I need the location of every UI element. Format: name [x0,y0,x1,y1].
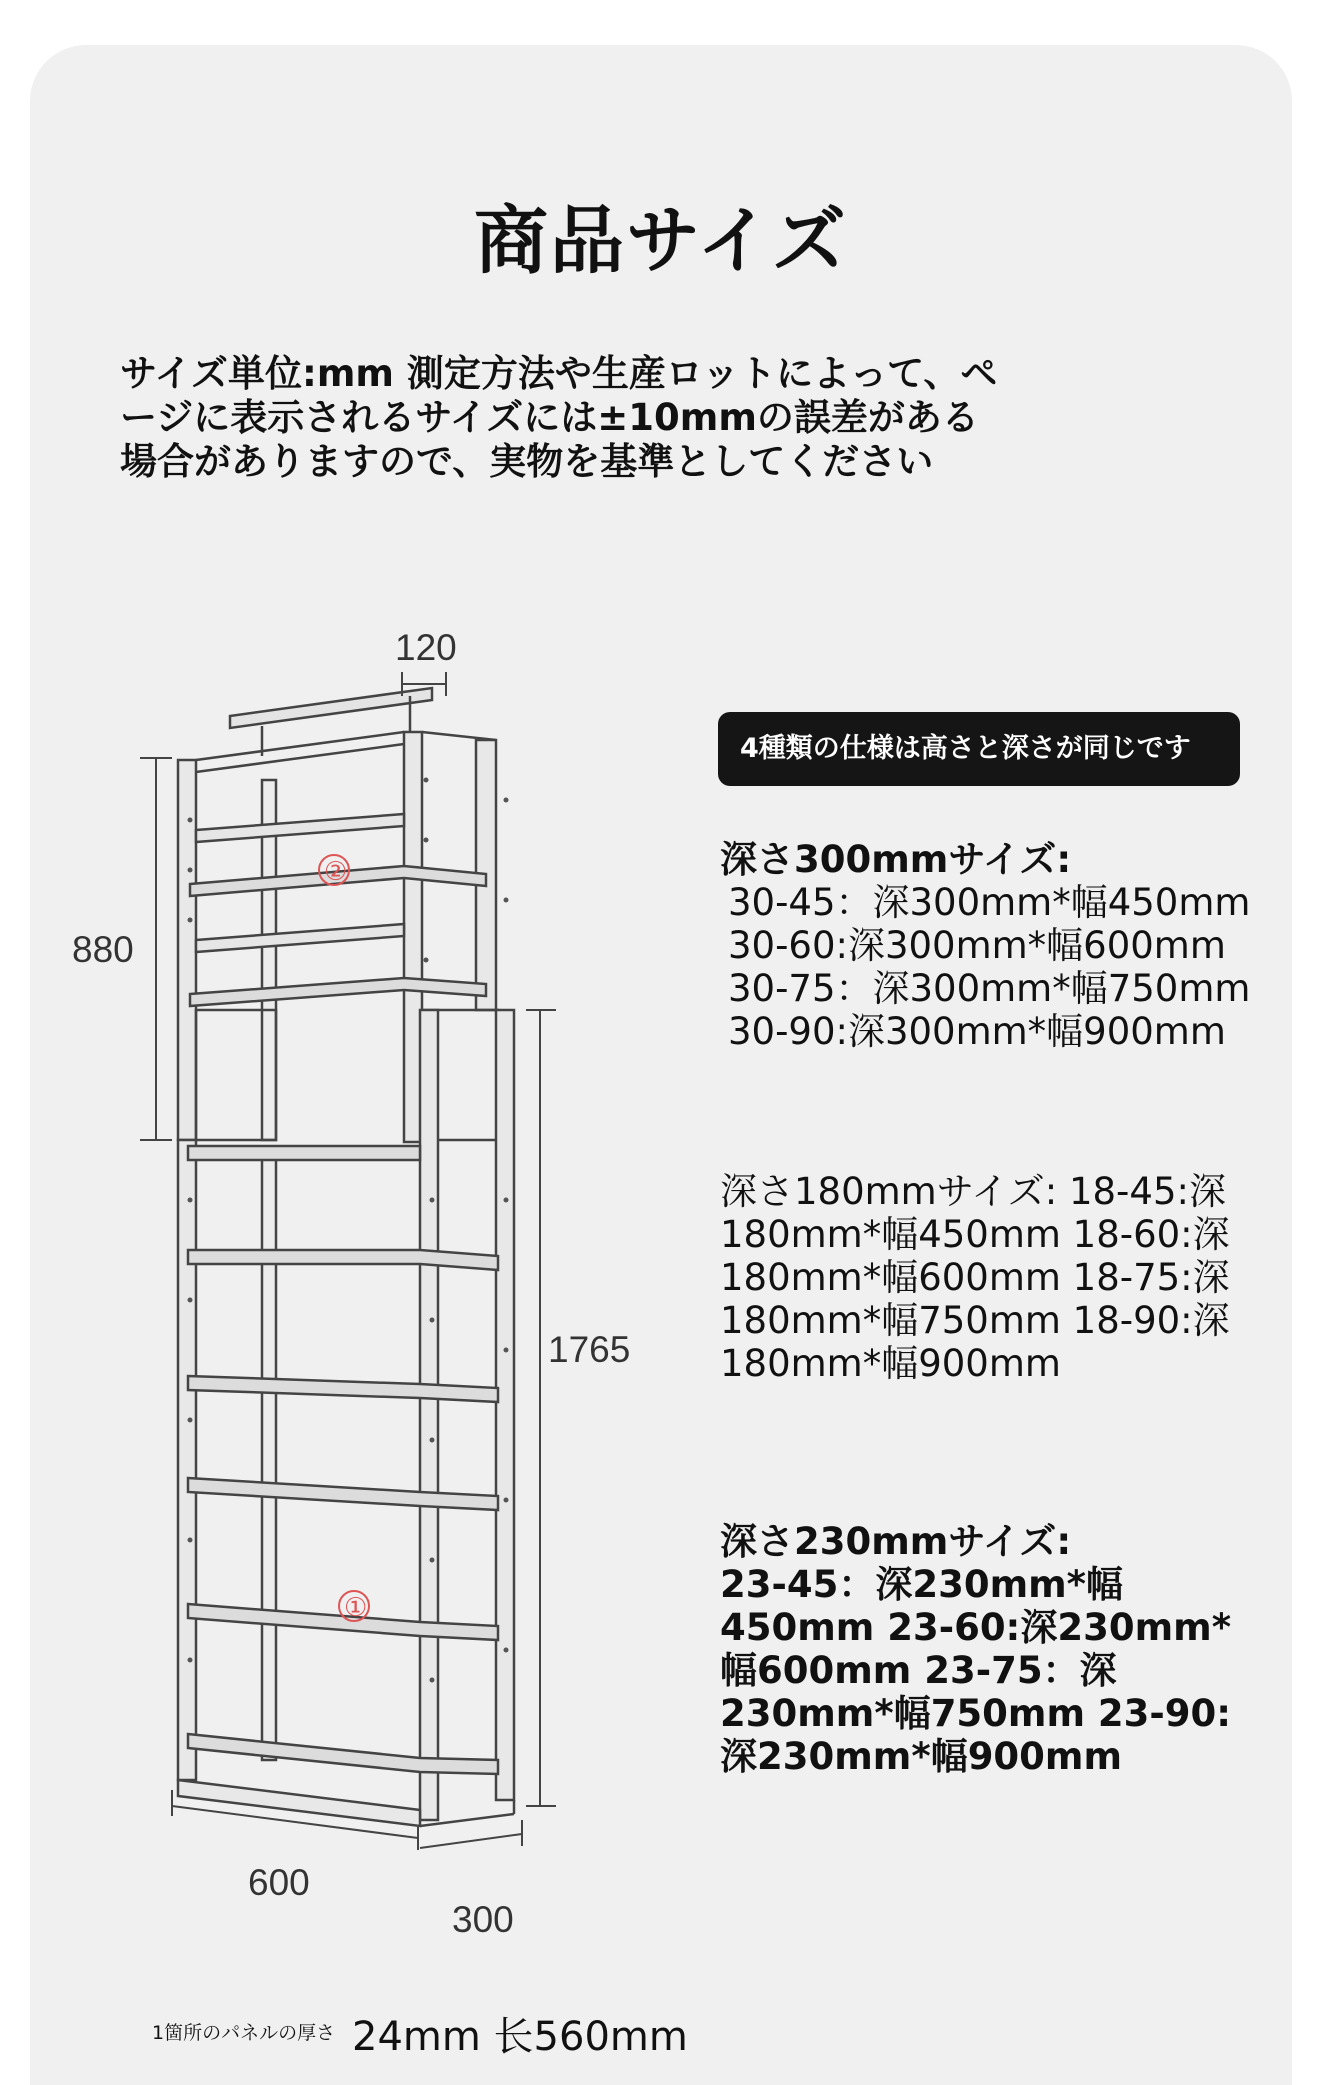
spec-depth-300 [720,838,1260,1053]
dim-top-depth: 120 [395,627,457,668]
spec-badge: 4種類の仕様は高さと深さが同じです [718,712,1240,786]
panel-thickness-label: 1箇所のパネルの厚さ [152,2022,336,2044]
spec-depth-300-heading: 深さ300mmサイズ: [720,838,1072,881]
spec-depth-300-body: 30-45：深300mm*幅450mm 30-60:深300mm*幅600mm 30-75：深300mm*幅750mm 30-90:深300mm*幅900mm [728,881,1251,1053]
spec-depth-230 [720,1520,1260,1778]
spec-depth-180-text: 深さ180mmサイズ: 18-45:深180mm*幅450mm 18-60:深180mm*幅600mm 18-75:深180mm*幅750mm 18-90:深180mm*幅900mm [720,1170,1230,1385]
panel-thickness-value: 24mm 长560mm [352,2014,688,2060]
dim-width: 600 [248,1862,310,1903]
marker-2: ② [324,857,348,887]
dim-upper-height: 880 [72,929,134,970]
marker-1: ① [344,1593,368,1623]
spec-depth-230-body: 23-45：深230mm*幅450mm 23-60:深230mm*幅600mm 23-75：深230mm*幅750mm 23-90:深230mm*幅900mm [720,1563,1232,1778]
spec-depth-180 [720,1170,1260,1385]
page-title: 商品サイズ [473,198,849,284]
dim-total-height: 1765 [548,1329,631,1370]
dim-depth: 300 [452,1899,514,1940]
size-note: サイズ単位:mm 測定方法や生産ロットによって、ページに表示されるサイズには±10mmの誤差がある場合がありますので、実物を基準としてください [120,352,998,483]
spec-depth-230-heading: 深さ230mmサイズ: [720,1520,1072,1563]
